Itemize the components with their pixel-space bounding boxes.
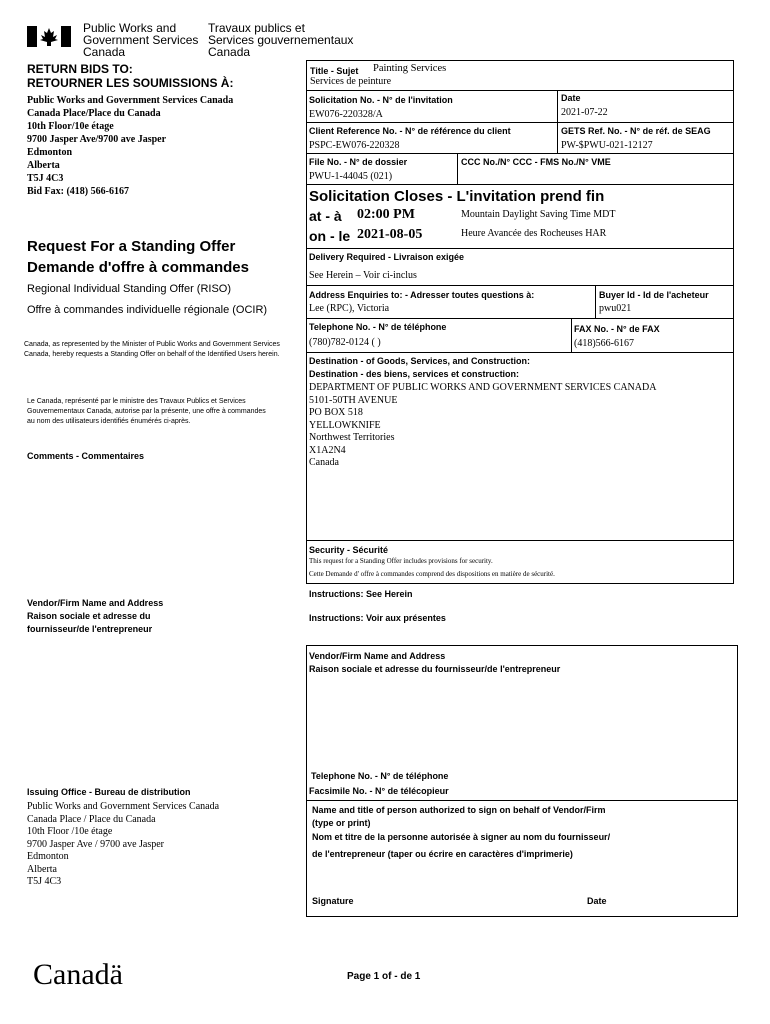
- offer-title-fr: Demande d'offre à commandes: [27, 259, 249, 276]
- flag-icon: [27, 26, 71, 47]
- department-name-en: [83, 22, 198, 58]
- address-line: T5J 4C3: [27, 173, 64, 184]
- offer-paragraph-en: Canada, as represented by the Minister of Public Works and Government Services Canada, hereby requests a Standing Offer on behalf of the Identified Users herein.: [24, 341, 280, 358]
- title-value-en: Painting Services: [373, 63, 447, 74]
- issuing-office-address: [27, 801, 219, 889]
- client-ref-value: PSPC-EW076-220328: [309, 140, 400, 151]
- issuing-office-label: Issuing Office - Bureau de distribution: [27, 787, 191, 797]
- destination-label-fr: Destination - des biens, services et construction:: [309, 369, 520, 379]
- signatory-label-line3: Nom et titre de la personne autorisée à signer au nom du fournisseur/: [312, 832, 611, 842]
- ccc-label: CCC No./N° CCC - FMS No./N° VME: [461, 157, 611, 167]
- date-label: Date: [561, 93, 581, 103]
- divider: [306, 540, 734, 541]
- dept-en-line: Canada: [83, 45, 126, 59]
- gets-value: PW-$PWU-021-12127: [561, 140, 653, 151]
- destination-label-en: Destination - of Goods, Services, and Construction:: [309, 356, 531, 366]
- offer-type-en: Regional Individual Standing Offer (RISO): [27, 283, 232, 295]
- fax-value: (418)566-6167: [574, 338, 634, 349]
- vendor-left-line: fournisseur/de l'entrepreneur: [27, 624, 153, 634]
- destination-address: [309, 382, 656, 470]
- security-label: Security - Sécurité: [309, 545, 389, 555]
- instructions-fr: Instructions: Voir aux présentes: [309, 613, 446, 623]
- dept-en-line: Government Services: [83, 33, 199, 47]
- telephone-label: Telephone No. - N° de téléphone: [309, 322, 447, 332]
- vendor-telephone-label: Telephone No. - N° de téléphone: [311, 771, 449, 781]
- divider: [557, 90, 558, 153]
- signatory-label-line2: (type or print): [312, 818, 371, 828]
- issuing-line: 10th Floor /10e étage: [27, 826, 113, 837]
- issuing-line: T5J 4C3: [27, 876, 62, 887]
- dept-fr-line: Services gouvernementaux: [208, 33, 354, 47]
- department-name-fr: [208, 22, 353, 58]
- offer-type-fr: Offre à commandes individuelle régionale (OCIR): [27, 304, 268, 316]
- divider: [571, 318, 572, 352]
- comments-label: Comments - Commentaires: [27, 451, 145, 461]
- buyer-label: Buyer Id - Id de l'acheteur: [599, 290, 709, 300]
- destination-line: YELLOWKNIFE: [309, 419, 381, 431]
- client-ref-label: Client Reference No. - N° de référence du client: [309, 126, 511, 136]
- destination-line: DEPARTMENT OF PUBLIC WORKS AND GOVERNMENT SERVICES CANADA: [309, 382, 657, 393]
- issuing-line: Edmonton: [27, 851, 69, 862]
- closes-title: Solicitation Closes - L'invitation prend fin: [309, 188, 605, 205]
- time-zone-fr: Heure Avancée des Rocheuses HAR: [461, 228, 607, 239]
- vendor-facsimile-label: Facsimile No. - N° de télécopieur: [309, 786, 449, 796]
- signature-label: Signature: [312, 896, 354, 906]
- issuing-line: 9700 Jasper Ave / 9700 ave Jasper: [27, 838, 165, 850]
- buyer-value: pwu021: [599, 303, 632, 314]
- divider: [595, 285, 596, 318]
- return-bids-title: [27, 62, 233, 90]
- address-line: 9700 Jasper Ave/9700 ave Jasper: [27, 134, 167, 145]
- vendor-form-box: [306, 645, 738, 917]
- destination-line: 5101-50TH AVENUE: [309, 394, 398, 406]
- on-label: on - le: [309, 228, 351, 244]
- divider: [306, 153, 734, 154]
- issuing-line: Public Works and Government Services Canada: [27, 801, 220, 812]
- time-zone-en: Mountain Daylight Saving Time MDT: [461, 209, 616, 220]
- address-enquiries-label: Address Enquiries to: - Adresser toutes questions à:: [309, 290, 535, 300]
- signatory-label-line1: Name and title of person authorized to sign on behalf of Vendor/Firm: [312, 805, 606, 815]
- dept-en-line: Public Works and: [83, 21, 177, 35]
- address-line: Edmonton: [27, 147, 73, 158]
- signature-date-label: Date: [587, 896, 607, 906]
- return-bids-title-en: RETURN BIDS TO:: [27, 62, 133, 76]
- dept-fr-line: Travaux publics et: [208, 21, 305, 35]
- return-bids-address: [27, 94, 233, 198]
- bid-fax-line: Bid Fax: (418) 566-6167: [27, 186, 129, 197]
- solicitation-value: EW076-220328/A: [309, 109, 383, 120]
- offer-title: [27, 236, 249, 278]
- divider: [306, 800, 738, 801]
- divider: [457, 153, 458, 184]
- solicitation-label: Solicitation No. - N° de l'invitation: [309, 95, 453, 105]
- vendor-name-label-fr: Raison sociale et adresse du fournisseur/de l'entrepreneur: [309, 664, 561, 674]
- date-value: 2021-07-22: [561, 107, 608, 118]
- vendor-left-line: Vendor/Firm Name and Address: [27, 598, 164, 608]
- closing-time: 02:00 PM: [357, 207, 415, 222]
- signatory-label-line4: de l'entrepreneur (taper ou écrire en caractères d'imprimerie): [312, 849, 573, 859]
- destination-line: Canada: [309, 457, 339, 468]
- divider: [306, 285, 734, 286]
- file-value: PWU-1-44045 (021): [309, 171, 393, 182]
- delivery-label: Delivery Required - Livraison exigée: [309, 252, 465, 262]
- offer-title-en: Request For a Standing Offer: [27, 238, 236, 255]
- vendor-left-line: Raison sociale et adresse du: [27, 611, 151, 621]
- security-text-fr: Cette Demande d' offre à commandes comprend des dispositions en matière de sécurité.: [309, 570, 555, 578]
- instructions-en: Instructions: See Herein: [309, 589, 413, 599]
- delivery-value: See Herein – Voir ci-inclus: [309, 270, 417, 281]
- destination-line: Northwest Territories: [309, 432, 395, 443]
- address-line: Alberta: [27, 160, 60, 171]
- offer-paragraph-fr: Le Canada, représenté par le ministre des Travaux Publics et Services Gouvernementaux Canada, autorise par la présente, une offre à commandes au nom des utilisateurs identifiés énumérés ci-après.: [27, 398, 266, 425]
- dept-fr-line: Canada: [208, 45, 251, 59]
- destination-line: X1A2N4: [309, 444, 346, 456]
- address-line: 10th Floor/10e étage: [27, 121, 114, 132]
- divider: [306, 184, 734, 185]
- title-value-fr: Services de peinture: [310, 76, 392, 87]
- closing-date: 2021-08-05: [357, 227, 423, 242]
- divider: [306, 90, 734, 91]
- divider: [306, 318, 734, 319]
- issuing-line: Alberta: [27, 863, 57, 875]
- address-line: Public Works and Government Services Canada: [27, 95, 234, 106]
- divider: [306, 352, 734, 353]
- return-bids-title-fr: RETOURNER LES SOUMISSIONS À:: [27, 76, 234, 90]
- gets-label: GETS Ref. No. - N° de réf. de SEAG: [561, 126, 711, 136]
- address-line: Canada Place/Place du Canada: [27, 108, 161, 119]
- divider: [306, 122, 734, 123]
- at-label: at - à: [309, 208, 342, 224]
- canada-wordmark: Canadä: [33, 958, 123, 991]
- vendor-left-label: [27, 597, 163, 636]
- security-text-en: This request for a Standing Offer includes provisions for security.: [309, 557, 493, 565]
- issuing-line: Canada Place / Place du Canada: [27, 813, 156, 825]
- canada-flag-logo: [27, 26, 71, 47]
- vendor-name-label-en: Vendor/Firm Name and Address: [309, 651, 446, 661]
- telephone-value: (780)782-0124 ( ): [309, 337, 381, 348]
- address-enquiries-value: Lee (RPC), Victoria: [309, 303, 390, 314]
- destination-line: PO BOX 518: [309, 407, 363, 418]
- file-label: File No. - N° de dossier: [309, 157, 408, 167]
- title-label: Title - Sujet: [310, 66, 359, 76]
- page-number: Page 1 of - de 1: [347, 971, 421, 982]
- divider: [306, 248, 734, 249]
- fax-label: FAX No. - N° de FAX: [574, 324, 660, 334]
